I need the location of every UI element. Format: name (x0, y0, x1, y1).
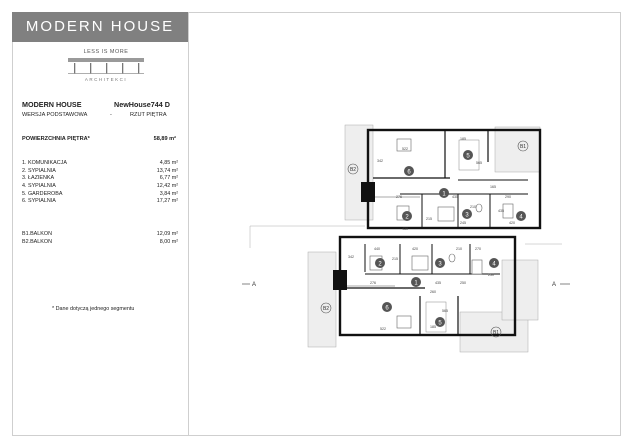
dimension-label: 250 (460, 281, 466, 285)
room-number: 4 (519, 214, 523, 221)
dimension-label: 210 (470, 205, 476, 209)
section-marker-left: A (252, 282, 257, 288)
balcony-tag: B1 (519, 144, 527, 150)
balcony-tag: B2 (349, 167, 357, 173)
dimension-label: 250 (488, 273, 494, 277)
dimension-label: 435 (452, 195, 458, 199)
dimension-label: 215 (426, 217, 432, 221)
dimension-label: 342 (377, 159, 383, 163)
dimension-label: 420 (412, 247, 418, 251)
dimension-label: 270 (475, 247, 481, 251)
room-area: 4,85 m² (159, 160, 178, 166)
balcony-tag: B2 (322, 306, 330, 312)
room-row (22, 160, 178, 168)
room-number: 5 (438, 320, 442, 327)
balcony-list (22, 231, 178, 246)
room-area: 3,84 m² (159, 190, 178, 197)
variant-label: WERSJA PODSTAWOWA (22, 112, 88, 118)
room-number: 4 (492, 261, 496, 268)
balcony-b1-upper (495, 127, 540, 172)
room-number: 3 (438, 261, 442, 268)
room-list (22, 160, 178, 206)
dimension-label: 430 (402, 227, 408, 231)
room-row (22, 168, 178, 176)
dimension-label: 420 (509, 221, 515, 225)
logo-bars-icon (68, 58, 144, 74)
section-marker-right: A (552, 282, 557, 288)
balcony-area: 8,00 m² (159, 238, 178, 245)
dimension-label: 565 (442, 309, 448, 313)
dimension-label: 440 (374, 247, 380, 251)
room-label: 3. ŁAZIENKA (22, 175, 55, 182)
balcony-tag: B1 (492, 330, 500, 336)
balcony-side-lower (502, 260, 538, 320)
room-label: 5. GARDEROBA (22, 190, 63, 197)
info-panel (12, 12, 189, 436)
dimension-label: 435 (435, 281, 441, 285)
dimension-label: 522 (380, 327, 386, 331)
balcony-b2-lower (308, 252, 336, 347)
project-code: NewHouse744 D (114, 100, 170, 109)
dimension-label: 185 (460, 137, 466, 141)
dimension-label: 276 (396, 195, 402, 199)
lower-unit (308, 237, 538, 352)
room-row (22, 198, 178, 206)
floor-area-label: POWIERZCHNIA PIĘTRA* (22, 136, 90, 142)
balcony-row (22, 231, 178, 239)
balcony-label: B2.BALKON (22, 238, 52, 245)
room-number: 5 (466, 153, 470, 160)
room-number: 1 (442, 191, 446, 198)
upper-unit (345, 125, 540, 231)
dimension-label: 185 (430, 325, 436, 329)
view-label: RZUT PIĘTRA (130, 112, 167, 118)
room-area: 17,27 m² (156, 198, 178, 205)
room-number: 6 (407, 169, 411, 176)
dimension-label: 565 (476, 161, 482, 165)
room-label: 1. KOMUNIKACJA (22, 160, 67, 166)
room-label: 6. SYPIALNIA (22, 198, 56, 205)
logo-tagline: LESS IS MORE (83, 49, 129, 55)
room-number: 2 (405, 214, 409, 221)
room-number: 2 (378, 261, 382, 268)
room-row (22, 183, 178, 191)
balcony-label: B1.BALKON (22, 231, 52, 237)
room-row (22, 191, 178, 199)
room-number: 6 (385, 305, 389, 312)
project-name: MODERN HOUSE (22, 100, 82, 109)
floor-area-value: 58,89 m² (153, 136, 176, 142)
room-area: 6,77 m² (159, 175, 178, 182)
balcony-row (22, 239, 178, 247)
dimension-label: 290 (505, 195, 511, 199)
logo-subtitle: ARCHITEKCI (84, 77, 128, 82)
dimension-label: 342 (348, 255, 354, 259)
room-label: 2. SYPIALNIA (22, 167, 56, 174)
room-area: 13,74 m² (156, 167, 178, 174)
dimension-label: 435 (498, 209, 504, 213)
dimension-label: 165 (490, 185, 496, 189)
room-label: 4. SYPIALNIA (22, 183, 56, 190)
dimension-label: 210 (456, 247, 462, 251)
dimension-label: 245 (460, 221, 466, 225)
dimension-label: 215 (392, 257, 398, 261)
room-number: 1 (414, 280, 418, 287)
architects-logo (64, 49, 148, 89)
balcony-area: 12,09 m² (156, 231, 178, 237)
room-area: 12,42 m² (156, 183, 178, 190)
brand-title: MODERN HOUSE (25, 18, 175, 35)
dimension-label: 276 (370, 281, 376, 285)
brand-header (12, 12, 188, 42)
floor-plan (190, 12, 620, 436)
dimension-label: 260 (430, 290, 436, 294)
room-row (22, 175, 178, 183)
variant-separator: - (110, 112, 112, 118)
footnote: * Dane dotyczą jednego segmentu (52, 306, 135, 312)
dimension-label: 522 (402, 147, 408, 151)
room-number: 3 (465, 212, 469, 219)
